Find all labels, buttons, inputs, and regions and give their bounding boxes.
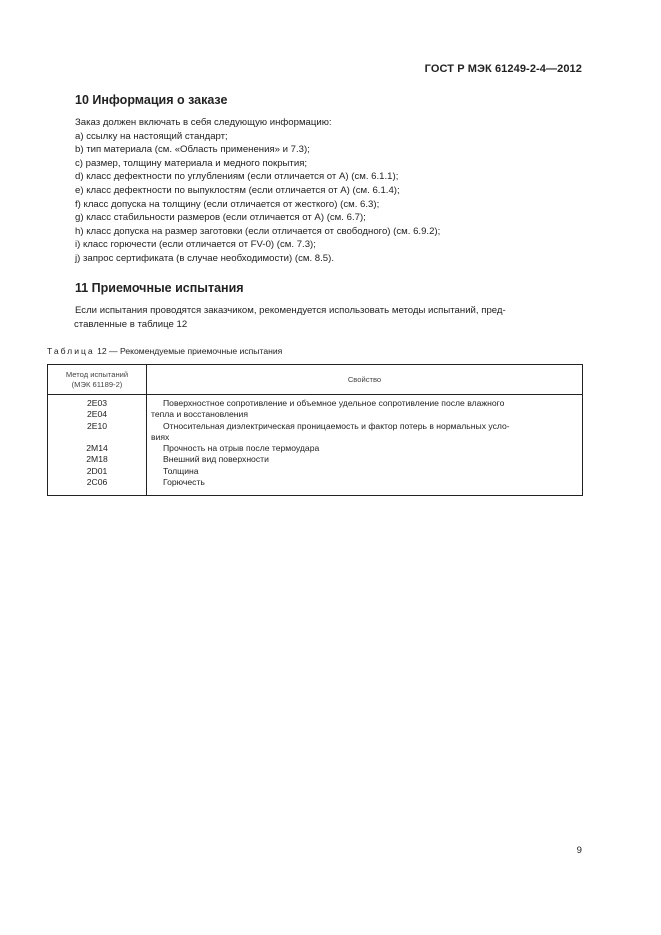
order-item-e: e) класс дефектности по выпуклостям (если отличается от А) (см. 6.1.4); [75, 184, 400, 196]
section-11-body [75, 304, 585, 331]
order-item-h: h) класс допуска на размер заготовки (если отличается от свободного) (см. 6.9.2); [75, 225, 441, 237]
table-row [48, 443, 583, 454]
table-caption-prefix: Таблица [47, 346, 95, 356]
order-item-b: b) тип материала (см. «Область применения» и 7.3); [75, 144, 310, 156]
header-method-line-2: (МЭК 61189-2) [71, 379, 123, 389]
property-cell [147, 421, 583, 432]
table-row [48, 409, 583, 420]
header-method [48, 365, 147, 395]
method-cell: 2E10 [48, 421, 147, 432]
property-cell [147, 477, 583, 496]
page-number: 9 [576, 845, 582, 856]
acceptance-para-line-1: Если испытания проводятся заказчиком, рекомендуется использовать методы испытаний, пред- [75, 305, 506, 316]
property-cell [147, 454, 583, 465]
order-item-g: g) класс стабильности размеров (если отличается от А) (см. 6.7); [75, 212, 366, 224]
property-cell: виях [147, 432, 583, 443]
table-caption [47, 346, 282, 356]
property-cell [147, 443, 583, 454]
property-text: Относительная диэлектрическая проницаемость и фактор потерь в нормальных усло- [163, 420, 510, 431]
method-cell: 2M14 [48, 443, 147, 454]
table-caption-text: 12 — Рекомендуемые приемочные испытания [94, 346, 283, 356]
table-row [48, 395, 583, 410]
header-property: Свойство [147, 365, 583, 395]
method-cell: 2E03 [48, 395, 147, 410]
standard-code: ГОСТ Р МЭК 61249-2-4—2012 [424, 63, 582, 75]
property-text: Прочность на отрыв после термоудара [163, 443, 320, 454]
acceptance-para-line-2: ставленные в таблице 12 [74, 318, 188, 330]
acceptance-tests-table [47, 364, 583, 496]
table-header-row [48, 365, 583, 395]
method-cell: 2D01 [48, 466, 147, 477]
property-cell: тепла и восстановления [147, 409, 583, 420]
table-row [48, 421, 583, 432]
header-method-line-1: Метод испытаний [65, 369, 129, 379]
method-cell [48, 432, 147, 443]
table-row [48, 454, 583, 465]
property-text: Внешний вид поверхности [163, 454, 269, 465]
section-11-title: 11 Приемочные испытания [75, 281, 244, 295]
property-cell [147, 466, 583, 477]
section-10-body [75, 116, 585, 266]
section-10-title: 10 Информация о заказе [75, 93, 228, 107]
table-row [48, 477, 583, 496]
order-item-c: c) размер, толщину материала и медного покрытия; [75, 157, 308, 169]
property-text: Поверхностное сопротивление и объемное удельное сопротивление после влажного [163, 398, 505, 408]
table-row [48, 466, 583, 477]
method-cell: 2E04 [48, 409, 147, 420]
order-item-a: a) ссылку на настоящий стандарт; [75, 130, 228, 142]
order-item-i: i) класс горючести (если отличается от FV-0) (см. 7.3); [75, 239, 316, 251]
table-row [48, 432, 583, 443]
order-intro: Заказ должен включать в себя следующую информацию: [75, 117, 332, 128]
order-item-j: j) запрос сертификата (в случае необходимости) (см. 8.5). [75, 252, 334, 264]
property-cell [147, 395, 583, 410]
method-cell: 2C06 [48, 477, 147, 496]
property-text: Толщина [163, 465, 199, 476]
method-cell: 2M18 [48, 454, 147, 465]
order-item-d: d) класс дефектности по углублениям (если отличается от А) (см. 6.1.1); [75, 171, 399, 183]
property-text: Горючесть [163, 477, 205, 488]
order-item-f: f) класс допуска на толщину (если отличается от жесткого) (см. 6.3); [75, 198, 380, 210]
